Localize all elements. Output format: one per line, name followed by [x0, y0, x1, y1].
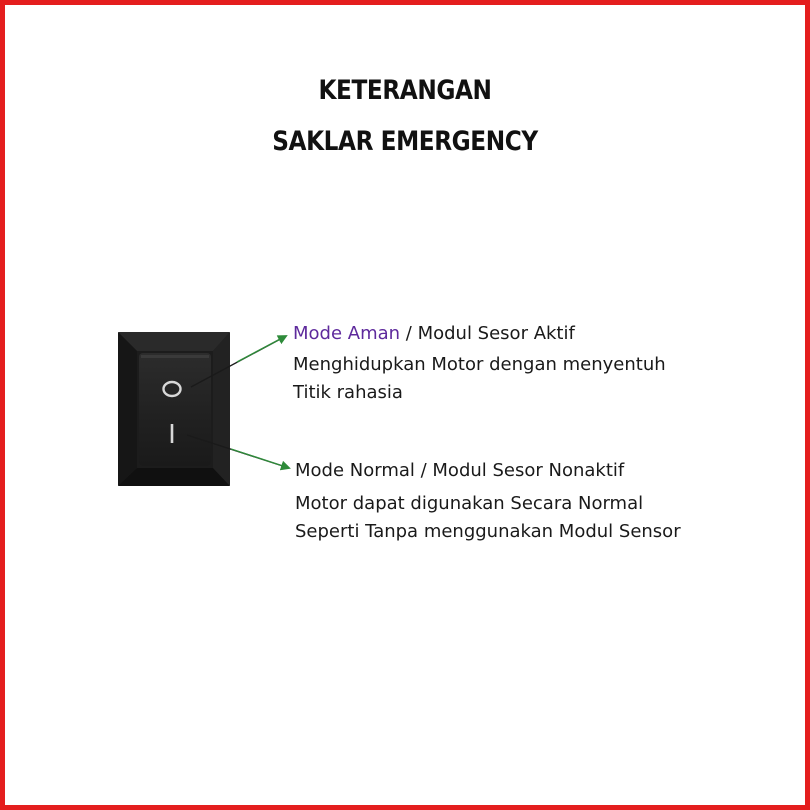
switch-illustration — [5, 5, 805, 805]
mode-safe-desc-line-1: Menghidupkan Motor dengan menyentuh — [293, 354, 666, 375]
heading-line-1: KETERANGAN — [318, 75, 492, 106]
heading-line-2: SAKLAR EMERGENCY — [272, 126, 538, 157]
mode-normal-title: Mode Normal / Modul Sesor Nonaktif — [295, 460, 625, 481]
arrow-safe-icon — [237, 336, 286, 362]
pointer-line-normal — [187, 435, 289, 468]
switch-off-symbol — [164, 382, 181, 396]
mode-normal-desc-line-1: Motor dapat digunakan Secara Normal — [295, 493, 644, 514]
mode-normal-desc-line-2: Seperti Tanpa menggunakan Modul Sensor — [295, 521, 681, 542]
mode-safe-name: Mode Aman — [293, 323, 401, 344]
pointer-line-safe — [191, 336, 286, 387]
mode-safe-separator: / — [400, 323, 418, 344]
arrow-normal-icon — [231, 449, 289, 468]
mode-safe-module-state: Modul Sesor Aktif — [417, 323, 575, 344]
rocker-switch-icon — [118, 332, 230, 486]
mode-safe-desc-line-2: Titik rahasia — [293, 382, 403, 403]
mode-safe-title — [293, 323, 575, 344]
